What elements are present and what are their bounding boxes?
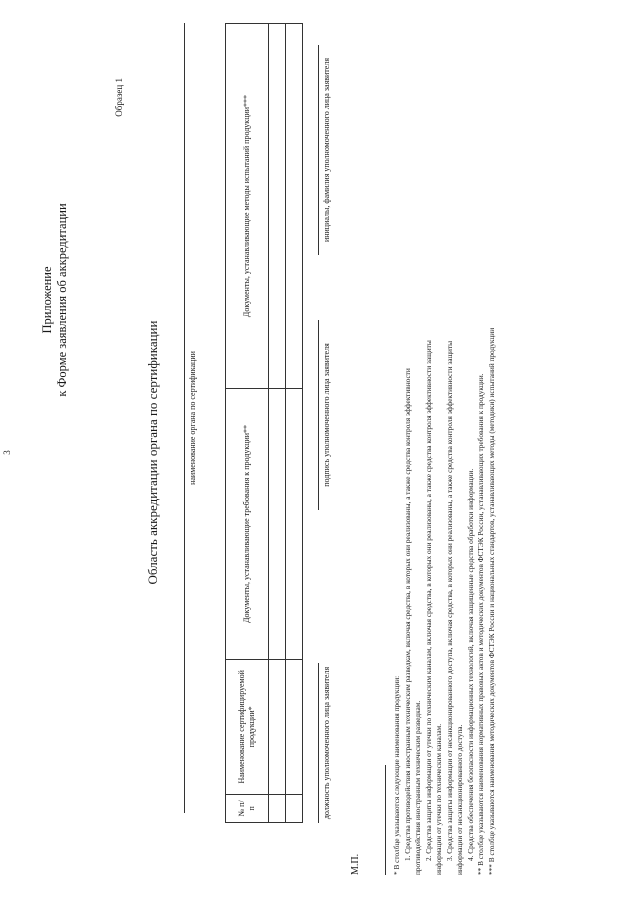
header-product-name: Наименование сертифицируемой продукции* (226, 659, 269, 794)
footnote-2: ** В столбце указываются наименования нормативных правовых актов и методических документов ФСТЭК России, устанавливающих требования к продукции. (476, 373, 485, 875)
footnote-separator (385, 765, 386, 875)
certification-body-line (184, 23, 185, 813)
table-cell (269, 794, 286, 822)
sample-label: Образец 1 (114, 78, 124, 117)
appendix-line-2: к Форме заявления об аккредитации (55, 203, 69, 397)
table-cell (286, 389, 303, 660)
table-row (286, 24, 303, 823)
page-number: 3 (2, 450, 12, 455)
position-line (318, 663, 319, 823)
header-test-method-docs: Документы, устанавливающие методы испытаний продукции*** (226, 24, 269, 389)
footnote-item-3a: 3. Средства защиты информации от несанкционированного доступа, включая средства, в которых они реализованы, а также средства контроля эффективности защиты (444, 340, 454, 861)
table-cell (286, 24, 303, 389)
footnote-3: *** В столбце указываются наименования методических документов ФСТЭК России и национальных стандартов, устанавливающих методы (методики) испытаний продукции (486, 327, 496, 875)
header-number: № п/п (226, 794, 269, 822)
footnote-item-1a: 1. Средства противодействия иностранным техническим разведкам, включая средства, в которых они реализованы, а также средства контроля эффективности (402, 368, 412, 861)
signature-caption: подпись уполномоченного лица заявителя (322, 343, 331, 487)
stamp-placeholder: М.П. (350, 853, 361, 875)
table-header-row (226, 24, 269, 823)
table-row-numbers (269, 24, 286, 823)
footnote-item-3b: информации от несанкционированного доступа. (455, 724, 464, 875)
table-cell (269, 389, 286, 660)
signature-line (318, 320, 319, 510)
footnote-intro: * В столбце указываются следующие наименования продукции: (392, 675, 401, 875)
footnote-item-4: 4. Средства обеспечения безопасности информационных технологий, включая защищенные средства обработки информации. (465, 468, 475, 861)
appendix-heading (40, 120, 70, 480)
certification-body-caption: наименование органа по сертификации (188, 351, 197, 485)
accreditation-scope-table (225, 23, 303, 823)
table-cell (269, 24, 286, 389)
table-cell (286, 659, 303, 794)
table-cell (286, 794, 303, 822)
header-requirement-docs: Документы, устанавливающие требования к продукции** (226, 389, 269, 660)
document-title: Область аккредитации органа по сертификации (145, 320, 160, 585)
name-line (318, 45, 319, 255)
table-cell (269, 659, 286, 794)
name-caption: инициалы, фамилия уполномоченного лица заявителя (322, 57, 331, 243)
footnotes (392, 35, 497, 875)
appendix-line-1: Приложение (40, 266, 54, 334)
position-caption: должность уполномоченного лица заявителя (322, 666, 331, 820)
footnote-item-2b: информации от утечки по техническим каналам. (434, 723, 443, 875)
footnote-item-1b: противодействия иностранным техническим разведкам. (413, 700, 422, 875)
footnote-item-2a: 2. Средства защиты информации от утечки по техническим каналам, включая средства, в которых они реализованы, а также средства контроля эффективности защиты (423, 340, 433, 861)
